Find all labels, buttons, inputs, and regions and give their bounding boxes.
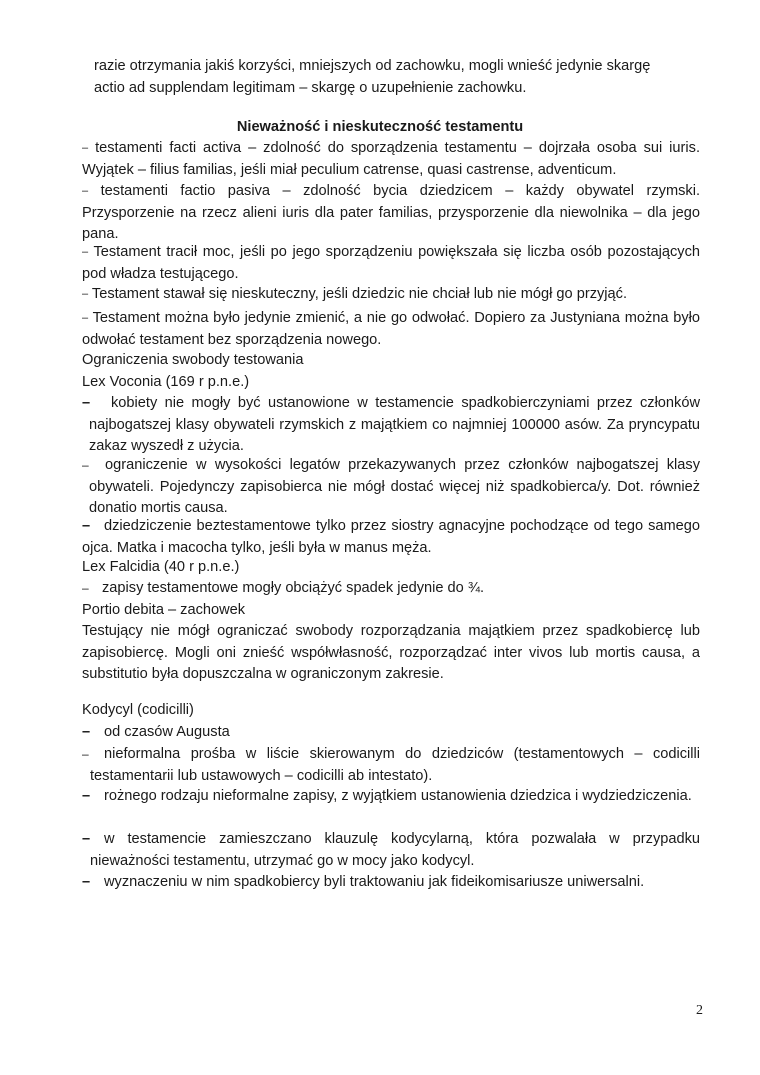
bullet-dash: –: [82, 747, 89, 761]
bullet-dash: –: [82, 831, 91, 847]
heading-portio-debita: Portio debita – zachowek: [82, 602, 246, 618]
para-factio-activa: – testamenti facti activa – zdolność do sporządzenia testamentu – dojrzała osoba sui iuris. Wyjątek – filius familias, jeśli miał peculium catrense, quasi castrense, adventicum.: [82, 140, 700, 178]
kodycyl-list-item: [82, 786, 700, 808]
bullet-dash: –: [82, 518, 91, 534]
falcidia-list-item: [82, 578, 700, 600]
bullet-dash: –: [82, 458, 89, 472]
kodycyl-list-item: [82, 829, 700, 872]
dash-marker: –: [82, 142, 89, 154]
list-item-text: rożnego rodzaju nieformalne zapisy, z wyjątkiem ustanowienia dziedzica i wydziedziczenia.: [104, 788, 692, 804]
list-item-text: dziedziczenie beztestamentowe tylko przez siostry agnacyjne pochodzące od tego samego ojca. Matka i macocha tylko, jeśli była w manus męża.: [82, 518, 700, 556]
voconia-list-item: [82, 393, 700, 458]
bullet-dash: –: [82, 395, 91, 411]
heading-lex-falcidia: Lex Falcidia (40 r p.n.e.): [82, 559, 240, 575]
bullet-dash: –: [82, 788, 91, 804]
section-title: Nieważność i nieskuteczność testamentu: [236, 119, 524, 135]
heading-lex-voconia: Lex Voconia (169 r p.n.e.): [82, 374, 250, 390]
bullet-dash: –: [82, 581, 89, 595]
intro-line-2: actio ad supplendam legitimam – skargę o uzupełnienie zachowku.: [94, 80, 527, 96]
kodycyl-list-item: [82, 722, 700, 744]
para-testament-nieskuteczny: – Testament stawał się nieskuteczny, jeśli dziedzic nie chciał lub nie mógł go przyjąć.: [82, 286, 628, 302]
kodycyl-list-item: [82, 872, 700, 894]
list-item-text: nieformalna prośba w liście skierowanym do dziedziców (testamentowych – codicilli testamentarii lub ustawowych – codicilli ab intestato).: [90, 746, 700, 784]
kodycyl-list-item: [82, 744, 700, 787]
intro-line-1: razie otrzymania jakiś korzyści, mniejszych od zachowku, mogli wnieść jedynie skargę: [94, 58, 651, 74]
para-factio-passiva: – testamenti factio pasiva – zdolność bycia dziedzicem – każdy obywatel rzymski. Przysporzenie na rzecz alieni iuris dla pater familias, przysporzenie dla niewolnika – dla jego pana.: [82, 183, 700, 243]
voconia-list-item: [82, 516, 700, 559]
heading-ograniczenia: Ograniczenia swobody testowania: [82, 352, 304, 368]
dash-marker: –: [82, 246, 89, 258]
bullet-dash: –: [82, 874, 91, 890]
dash-marker: –: [82, 312, 89, 324]
bullet-dash: –: [82, 724, 91, 740]
para-testament-moc: – Testament tracił moc, jeśli po jego sporządzeniu powiększała się liczba osób pozostających pod władza testującego.: [82, 244, 700, 282]
dash-marker: –: [82, 288, 89, 300]
para-testament-zmienic: – Testament można było jedynie zmienić, a nie go odwołać. Dopiero za Justyniana można było odwołać testament bez sporządzenia nowego.: [82, 310, 700, 348]
list-item-text: wyznaczeniu w nim spadkobiercy byli traktowaniu jak fideikomisariusze uniwersalni.: [104, 874, 645, 890]
heading-kodycyl: Kodycyl (codicilli): [82, 702, 194, 718]
list-item-text: w testamencie zamieszczano klauzulę kodycylarną, która pozwalała w przypadku nieważności testamentu, utrzymać go w mocy jako kodycyl.: [90, 831, 700, 869]
voconia-list-item: [82, 455, 700, 520]
list-item-text: ograniczenie w wysokości legatów przekazywanych przez członków najbogatszej klasy obywateli. Pojedynczy zapisobierca nie mógł dostać więcej niż spadkobierca/y. Dot. również donatio mortis causa.: [89, 457, 700, 517]
dash-marker: –: [82, 185, 89, 197]
list-item-text: od czasów Augusta: [104, 724, 230, 740]
list-item-text: zapisy testamentowe mogły obciążyć spadek jedynie do ¾.: [102, 580, 485, 596]
list-item-text: kobiety nie mogły być ustanowione w testamencie spadkobierczyniami przez członków najbogatszej klasy obywateli rzymskich z majątkiem co najmniej 100000 asów. Za pryncypatu zakaz wyszedł z użycia.: [89, 395, 700, 455]
page-number: 2: [696, 1003, 703, 1018]
para-portio-debita: Testujący nie mógł ograniczać swobody rozporządzania majątkiem przez spadkobiercę lub zapisobiercę. Mogli oni znieść współwłasność, rozporządzać inter vivos lub mortis causa, a substitutio była dopuszczalna w ograniczonym zakresie.: [82, 623, 700, 683]
